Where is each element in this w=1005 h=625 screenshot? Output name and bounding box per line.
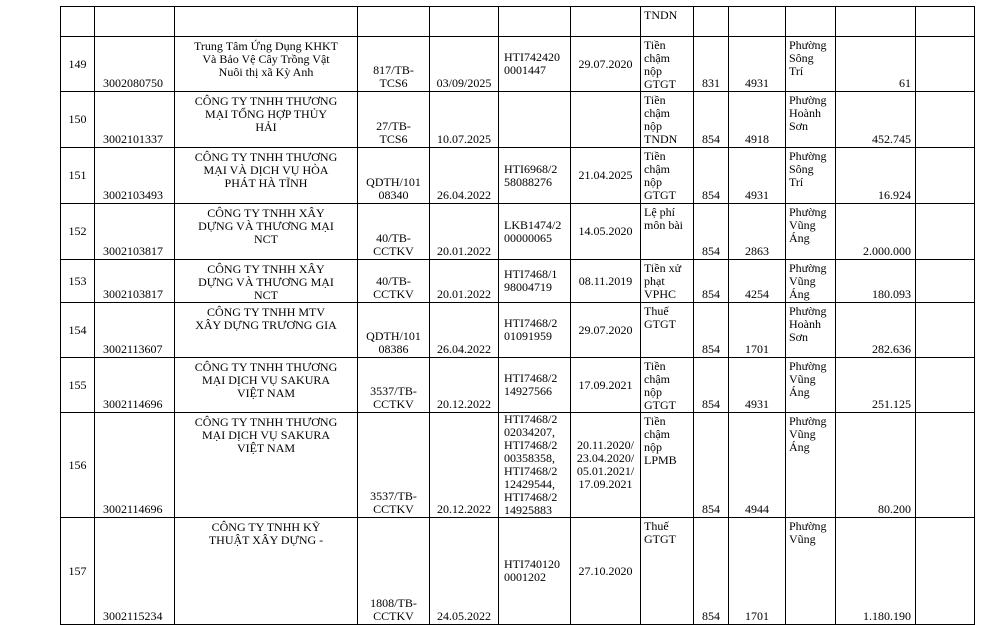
tax-code: 3002103817 <box>95 204 175 260</box>
sub-item-code: 4918 <box>729 92 786 148</box>
payment-date: 14.05.2020 <box>571 204 641 260</box>
amount: 61 <box>836 37 916 92</box>
notice-number: 27/TB- TCS6 <box>358 92 430 148</box>
amount: 2.000.000 <box>836 204 916 260</box>
payment-reference: HTI740120 0001202 <box>499 518 571 625</box>
company-name <box>175 7 358 37</box>
payment-type: Tiền chậm nộp LPMB <box>641 413 694 518</box>
chapter-code <box>694 7 729 37</box>
row-number: 149 <box>61 37 95 92</box>
tax-code: 3002103493 <box>95 148 175 204</box>
table-row <box>61 92 975 148</box>
tax-debt-table <box>60 6 975 625</box>
notice-date: 24.05.2022 <box>430 518 499 625</box>
company-name: CÔNG TY TNHH THƯƠNG MẠI DỊCH VỤ SAKURA VIỆT NAM <box>175 413 358 518</box>
row-number: 153 <box>61 260 95 303</box>
notice-number: 3537/TB- CCTKV <box>358 413 430 518</box>
notice-date: 20.01.2022 <box>430 204 499 260</box>
payment-date: 29.07.2020 <box>571 37 641 92</box>
payment-date: 21.04.2025 <box>571 148 641 204</box>
tax-code: 3002114696 <box>95 413 175 518</box>
blank-cell <box>916 204 975 260</box>
table-row <box>61 518 975 625</box>
sub-item-code: 4931 <box>729 37 786 92</box>
ward-name: Phường Vũng Áng <box>786 413 836 518</box>
tax-code <box>95 7 175 37</box>
sub-item-code: 4254 <box>729 260 786 303</box>
table-row <box>61 148 975 204</box>
company-name: CÔNG TY TNHH KỸ THUẬT XÂY DỰNG - <box>175 518 358 625</box>
notice-number: 817/TB- TCS6 <box>358 37 430 92</box>
notice-number <box>358 7 430 37</box>
chapter-code: 854 <box>694 148 729 204</box>
ward-name: Phường Vũng <box>786 518 836 625</box>
sub-item-code <box>729 7 786 37</box>
blank-cell <box>916 37 975 92</box>
payment-reference: HTI742420 0001447 <box>499 37 571 92</box>
row-number: 150 <box>61 92 95 148</box>
blank-cell <box>916 413 975 518</box>
payment-date <box>571 92 641 148</box>
payment-type: Tiền chậm nộp GTGT <box>641 358 694 413</box>
amount <box>836 7 916 37</box>
blank-cell <box>916 303 975 358</box>
row-number: 156 <box>61 413 95 518</box>
sub-item-code: 4931 <box>729 358 786 413</box>
notice-number: 1808/TB- CCTKV <box>358 518 430 625</box>
sub-item-code: 1701 <box>729 518 786 625</box>
sub-item-code: 2863 <box>729 204 786 260</box>
payment-type: Tiền chậm nộp GTGT <box>641 148 694 204</box>
notice-date: 20.01.2022 <box>430 260 499 303</box>
payment-reference <box>499 92 571 148</box>
notice-date: 10.07.2025 <box>430 92 499 148</box>
notice-date: 26.04.2022 <box>430 303 499 358</box>
payment-date: 17.09.2021 <box>571 358 641 413</box>
chapter-code: 854 <box>694 204 729 260</box>
payment-type: Tiền chậm nộp GTGT <box>641 37 694 92</box>
company-name: CÔNG TY TNHH THƯƠNG MẠI VÀ DỊCH VỤ HÒA PHÁT HÀ TĨNH <box>175 148 358 204</box>
amount: 282.636 <box>836 303 916 358</box>
notice-date: 20.12.2022 <box>430 413 499 518</box>
payment-reference: HTI7468/1 98004719 <box>499 260 571 303</box>
blank-cell <box>916 7 975 37</box>
table-row <box>61 413 975 518</box>
payment-reference: HTI6968/2 58088276 <box>499 148 571 204</box>
ward-name: Phường Sông Trí <box>786 148 836 204</box>
company-name: CÔNG TY TNHH XÂY DỰNG VÀ THƯƠNG MẠI NCT <box>175 204 358 260</box>
tax-code: 3002101337 <box>95 92 175 148</box>
document-page <box>60 6 974 623</box>
row-number: 154 <box>61 303 95 358</box>
sub-item-code: 4944 <box>729 413 786 518</box>
tax-code: 3002113607 <box>95 303 175 358</box>
chapter-code: 854 <box>694 518 729 625</box>
payment-type: Thuế GTGT <box>641 518 694 625</box>
blank-cell <box>916 92 975 148</box>
ward-name: Phường Hoành Sơn <box>786 303 836 358</box>
company-name: CÔNG TY TNHH THƯƠNG MẠI DỊCH VỤ SAKURA VIỆT NAM <box>175 358 358 413</box>
payment-reference: HTI7468/2 14927566 <box>499 358 571 413</box>
ward-name: Phường Vũng Áng <box>786 260 836 303</box>
payment-date: 29.07.2020 <box>571 303 641 358</box>
notice-date <box>430 7 499 37</box>
company-name: CÔNG TY TNHH MTV XÂY DỰNG TRƯƠNG GIA <box>175 303 358 358</box>
ward-name: Phường Hoành Sơn <box>786 92 836 148</box>
notice-number: QDTH/101 08386 <box>358 303 430 358</box>
sub-item-code: 4931 <box>729 148 786 204</box>
chapter-code: 854 <box>694 260 729 303</box>
blank-cell <box>916 260 975 303</box>
chapter-code: 854 <box>694 358 729 413</box>
row-number: 155 <box>61 358 95 413</box>
notice-number: 40/TB- CCTKV <box>358 204 430 260</box>
notice-date: 03/09/2025 <box>430 37 499 92</box>
table-row <box>61 303 975 358</box>
amount: 16.924 <box>836 148 916 204</box>
amount: 452.745 <box>836 92 916 148</box>
table-row <box>61 358 975 413</box>
payment-date: 27.10.2020 <box>571 518 641 625</box>
company-name: CÔNG TY TNHH THƯƠNG MẠI TỔNG HỢP THỦY HẢI <box>175 92 358 148</box>
tax-code: 3002103817 <box>95 260 175 303</box>
table-body <box>61 7 975 625</box>
company-name: Trung Tâm Ứng Dụng KHKT Và Bảo Vệ Cây Trồng Vật Nuôi thị xã Kỳ Anh <box>175 37 358 92</box>
notice-date: 26.04.2022 <box>430 148 499 204</box>
notice-date: 20.12.2022 <box>430 358 499 413</box>
notice-number: 3537/TB- CCTKV <box>358 358 430 413</box>
table-row <box>61 204 975 260</box>
row-number: 151 <box>61 148 95 204</box>
payment-reference <box>499 7 571 37</box>
company-name: CÔNG TY TNHH XÂY DỰNG VÀ THƯƠNG MẠI NCT <box>175 260 358 303</box>
amount: 1.180.190 <box>836 518 916 625</box>
payment-type: Thuế GTGT <box>641 303 694 358</box>
payment-type: TNDN <box>641 7 694 37</box>
notice-number: 40/TB- CCTKV <box>358 260 430 303</box>
row-number: 152 <box>61 204 95 260</box>
amount: 251.125 <box>836 358 916 413</box>
payment-reference: LKB1474/2 00000065 <box>499 204 571 260</box>
payment-reference: HTI7468/2 02034207, HTI7468/2 00358358, HTI7468/2 12429544, HTI7468/2 14925883 <box>499 413 571 518</box>
chapter-code: 854 <box>694 413 729 518</box>
chapter-code: 854 <box>694 92 729 148</box>
blank-cell <box>916 148 975 204</box>
tax-code: 3002114696 <box>95 358 175 413</box>
payment-date <box>571 7 641 37</box>
payment-type: Lệ phí môn bài <box>641 204 694 260</box>
notice-number: QDTH/101 08340 <box>358 148 430 204</box>
blank-cell <box>916 358 975 413</box>
chapter-code: 831 <box>694 37 729 92</box>
payment-date: 08.11.2019 <box>571 260 641 303</box>
row-number <box>61 7 95 37</box>
tax-code: 3002115234 <box>95 518 175 625</box>
table-row <box>61 7 975 37</box>
amount: 80.200 <box>836 413 916 518</box>
table-row <box>61 37 975 92</box>
amount: 180.093 <box>836 260 916 303</box>
payment-date: 20.11.2020/ 23.04.2020/ 05.01.2021/ 17.09.2021 <box>571 413 641 518</box>
sub-item-code: 1701 <box>729 303 786 358</box>
ward-name <box>786 7 836 37</box>
ward-name: Phường Sông Trí <box>786 37 836 92</box>
payment-type: Tiền xử phạt VPHC <box>641 260 694 303</box>
table-row <box>61 260 975 303</box>
payment-reference: HTI7468/2 01091959 <box>499 303 571 358</box>
row-number: 157 <box>61 518 95 625</box>
payment-type: Tiền chậm nộp TNDN <box>641 92 694 148</box>
ward-name: Phường Vũng Áng <box>786 204 836 260</box>
blank-cell <box>916 518 975 625</box>
ward-name: Phường Vũng Áng <box>786 358 836 413</box>
chapter-code: 854 <box>694 303 729 358</box>
tax-code: 3002080750 <box>95 37 175 92</box>
